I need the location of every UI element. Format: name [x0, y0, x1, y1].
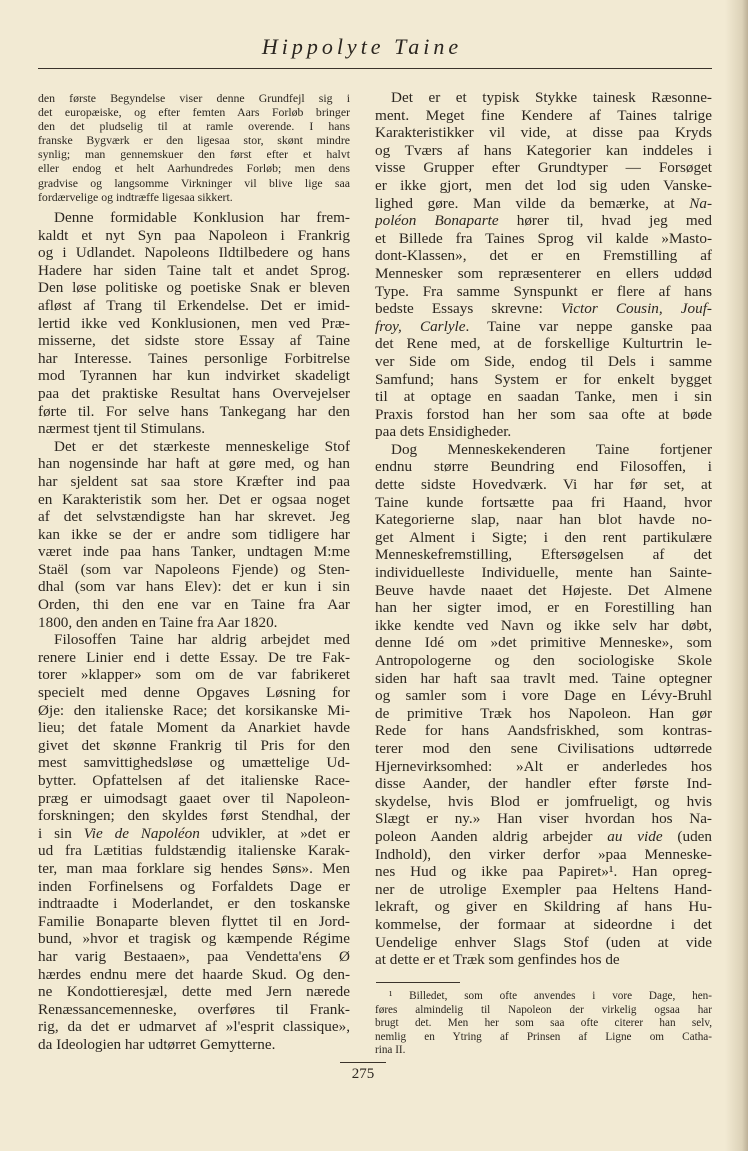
text-line: da Ideologien har udtørret Gemytterne. — [38, 1035, 276, 1053]
text-line: hærdes endnu mere det haarde Skud. Og den- — [38, 965, 350, 983]
text-line: torer »klapper» som om de var fabrikeret — [38, 666, 350, 684]
running-header-title: Hippolyte Taine — [261, 34, 463, 59]
text-line: indtraadte i Moderlandet, er den toskanske — [38, 895, 350, 913]
text-line: skydelse, hvis Blod er jomfrueligt, og hvis — [375, 792, 712, 810]
text-line: lieu; det fatale Moment da Anarkiet havde — [38, 719, 350, 737]
text-line: Filosoffen Taine har aldrig arbejdet med — [54, 631, 350, 649]
text-line: rig, da det er udmarvet af »l'esprit classique», — [38, 1018, 350, 1036]
text-line: førte til. For selve hans Tankegang har den — [38, 402, 350, 420]
text-line: Familie Bonaparte bleven flyttet til en Jord- — [38, 912, 350, 930]
text-line: forskningen; den skyldes først Stendhal, der — [38, 807, 350, 825]
text-line: og i Udlandet. Napoleons Ildtilbedere og hans — [38, 244, 350, 262]
text-line: at dette er et Træk som genfindes hos de — [375, 951, 620, 969]
text-segment: bedste Essays skrevne: — [375, 300, 561, 318]
paragraph — [375, 89, 712, 441]
text-line — [375, 212, 712, 230]
left-column-continuation — [38, 91, 350, 204]
text-line: det Rene med, at de forskellige Kulturtrin le- — [375, 335, 712, 353]
text-line: Mennesker som repræsenterer en ellers uddød — [375, 264, 712, 282]
text-line: givet det skønne Frankrig til Pris for den — [38, 736, 350, 754]
text-line: den det pludselig til at ramle overende. I hans — [38, 119, 350, 134]
text-line: af det selvstændigste han har skrevet. Jeg — [38, 508, 350, 526]
footnote-rule — [376, 982, 460, 983]
text-line — [38, 825, 350, 843]
text-line — [375, 195, 712, 213]
text-line: specielt med denne Opgaves Løsning for — [38, 684, 350, 702]
text-line: lekraft, og giver en Skildring af hans Hu- — [375, 898, 712, 916]
text-line: ner de utrolige Exempler paa Heltens Hand- — [375, 880, 712, 898]
text-line: visse Grupper efter Grundtyper — Forsøget — [375, 159, 712, 177]
text-line: nærmest tjent til Stimulans. — [38, 420, 206, 438]
text-line: har varig Bestaaen», paa Vendetta'ens Ø — [38, 947, 350, 965]
text-line: nes Hud og ikke paa Papiret»¹. Han opreg- — [375, 863, 712, 881]
text-segment: poleon Aanden aldrig arbejder — [375, 827, 608, 845]
text-line: Rede for hans Aandsfriskhed, som kontras- — [375, 722, 712, 740]
text-line: mest samvittighedsløse og umættelige Ud- — [38, 754, 350, 772]
text-line: Hadere har siden Taine talt et andet Sprog. — [38, 261, 350, 279]
text-line: Hjernevirksomhed: »Alt er anderledes hos — [375, 757, 712, 775]
text-segment: hører til, hvad jeg med — [498, 212, 712, 230]
text-line: franske Bygværk er den ligesaa stor, skønt mindre — [38, 133, 350, 148]
paragraph — [38, 209, 350, 438]
text-segment: . Taine var neppe ganske paa — [465, 317, 712, 335]
text-line: til at optage en saadan Tanke, men i sin — [375, 388, 712, 406]
text-segment: (uden — [662, 827, 712, 845]
text-line: har Interesse. Taines personlige Forbitrelse — [38, 349, 350, 367]
italic-title: au vide — [607, 827, 663, 845]
text-line: ¹ Billedet, som ofte anvendes i vore Dage, hen- — [389, 990, 712, 1002]
text-line: Antropologerne og den sociologiske Skole — [375, 652, 712, 669]
page-number: 275 — [351, 1066, 375, 1082]
text-line: Den løse politiske og poetiske Snak er bleven — [38, 279, 350, 297]
text-line: Karakteristikker vil vide, at disse paa Kryds — [375, 124, 712, 142]
text-line: Uendelige enhver Slags Stof (uden at vide — [375, 933, 712, 951]
text-line: er ikke gjort, men det lod sig uden Vanske- — [375, 176, 712, 194]
text-line: paa dets Ensidigheder. — [375, 423, 512, 441]
text-line: en Karakteristik som her. Det er ogsaa noget — [38, 490, 350, 508]
text-line — [375, 300, 712, 318]
text-line: 1800, den anden en Taine fra Aar 1820. — [38, 613, 278, 631]
text-line: ud fra Lætitias fuldstændig italienske Karak- — [38, 842, 350, 860]
text-line: Staël (som var Napoleons Fjende) og Sten- — [38, 560, 350, 578]
text-line: Det er et typisk Stykke tainesk Ræsonne- — [391, 89, 712, 106]
text-line: Renæssancemenneske, overføres til Frank- — [38, 1000, 350, 1018]
text-segment: udvikler, at »det er — [199, 824, 350, 842]
text-line: ment. Meget fine Kendere af Taines talrige — [375, 106, 712, 124]
text-line: kan ikke se der er andre som tidligere har — [38, 525, 350, 543]
text-line: lertid ikke ved Konklusionen, men ved Præ- — [38, 314, 350, 332]
text-line: har sjeldent sat saa store Kræfter ind paa — [38, 472, 350, 490]
paragraph — [375, 441, 712, 969]
right-column-body — [375, 89, 712, 969]
italic-title: froy, Carlyle — [375, 317, 466, 335]
text-line: renere Linier end i dette Essay. De tre Fak- — [38, 648, 350, 666]
text-line: et Billede fra Taines Sprog vil kalde »Masto- — [375, 229, 712, 247]
text-line: misserne, det sidste store Essay af Taine — [38, 332, 350, 350]
text-line: præg er uimodsagt gaaet over til Napoleon- — [38, 789, 350, 807]
text-line: og samler som i vore Dage en Lévy-Bruhl — [375, 687, 712, 705]
text-line: get Alment i Sigte; i den rent partikulære — [375, 528, 712, 546]
text-line: fordærvelige og indtræffe ligesaa sikkert. — [38, 189, 233, 204]
text-line: individuelleste Individuelle, mente han Sainte- — [375, 564, 712, 582]
paragraph — [38, 631, 350, 1053]
text-line: ver Side om Side, endog til Dels i samme — [375, 352, 712, 370]
text-line: været inde paa hans Tanker, undtagen M:me — [38, 543, 350, 561]
text-line — [375, 318, 712, 336]
text-line: Øje: den italienske Race; det korsikanske Mi- — [38, 701, 350, 719]
text-line: eller endog et helt Aarhundredes Forløb; men dens — [38, 161, 350, 176]
text-line: føres almindelig til Napoleon der virkelig ogsaa har — [375, 1003, 712, 1016]
header-rule — [38, 68, 712, 69]
text-line: ikke kendte ved Navn og ikke selv har døbt, — [375, 616, 712, 634]
text-segment: lighed gøre. Man vilde da bemærke, at — [375, 194, 690, 212]
text-line: den første Begyndelse viser denne Grundfejl sig i — [38, 91, 350, 105]
text-line: og Tværs af hans Kategorier kan inddeles i — [375, 141, 712, 159]
text-line: Menneskefremstilling, Eftersøgelsen af det — [375, 546, 712, 564]
text-line: rina II. — [375, 1044, 406, 1057]
text-line: de primitive Træk hos Napoleon. Han gør — [375, 704, 712, 722]
text-line: Dog Menneskekenderen Taine fortjener — [391, 440, 712, 458]
page-number-rule — [340, 1062, 386, 1063]
text-line: Type. Fra samme Synspunkt er flere af hans — [375, 282, 712, 300]
text-line: det europæiske, og efter femten Aars Forløb bringer — [38, 105, 350, 120]
text-line: inden Forfinelsens og Forfaldets Dage er — [38, 877, 350, 895]
text-line: ne Kondottieresjæl, dette med Jern nærede — [38, 983, 350, 1001]
paragraph — [38, 438, 350, 632]
text-line: Orden, thi den ene var en Taine fra Aar — [38, 596, 350, 614]
text-line: Kategorierne slap, naar han blot havde no- — [375, 511, 712, 529]
text-line: Det er det stærkeste menneskelige Stof — [54, 437, 350, 455]
italic-title: Victor Cousin, Jouf- — [560, 300, 712, 318]
italic-title: Vie de Napoléon — [83, 824, 200, 842]
italic-title: Na- — [689, 194, 712, 212]
text-line: disse Aander, der handler efter første Ind- — [375, 775, 712, 793]
text-line: mod Tyrannen har kun indvirket skadeligt — [38, 367, 350, 385]
text-line: nemlig en Ytring af Prinsen af Ligne om Catha- — [375, 1030, 712, 1043]
text-line: endnu større Beundring end Filosoffen, i — [375, 458, 712, 476]
text-line: paa det praktiske Resultat hans Overvejelser — [38, 384, 350, 402]
text-line: afløst af Trang til Erkendelse. Det er imid- — [38, 296, 350, 314]
text-line: bytter. Opfattelsen af det italienske Race- — [38, 772, 350, 789]
left-column-body — [38, 209, 350, 1054]
text-line: siden har haft saa travlt med. Taine optegner — [375, 669, 712, 687]
text-line: Slægt er ny.» Han viser hvordan hos Na- — [375, 810, 712, 828]
text-line: dette sidste Hovedværk. Vi har før set, at — [375, 476, 712, 494]
text-line: Taine kunde fortsætte paa fri Haand, hvor — [375, 493, 712, 511]
text-line: Samfund; hans System er for enkelt bygget — [375, 370, 712, 388]
text-line: Beuve havde naaet det Højeste. Det Almene — [375, 581, 712, 599]
text-line: han her sigter imod, er en Forestilling han — [375, 599, 712, 617]
text-line: terer mod den sene Civilisations udtørrede — [375, 739, 712, 757]
text-line: synlig; man gennemskuer den først efter et halvt — [38, 147, 350, 162]
text-line: dont-Klassen», det er en Fremstilling af — [375, 247, 712, 265]
text-line: kaldt et nyt Syn paa Napoleon i Frankrig — [38, 226, 350, 244]
italic-title: poléon Bonaparte — [375, 212, 499, 230]
text-line — [375, 828, 712, 846]
text-line: ter, man maa forklare sig hendes Søns». Men — [38, 859, 350, 877]
text-line: han nogensinde har haft at gøre med, og han — [38, 455, 350, 473]
text-line: dhal (som var hans Elev): det er kun i sin — [38, 578, 350, 596]
text-line: kommelse, der formaar at sideordne i det — [375, 915, 712, 933]
footnote — [375, 990, 712, 1058]
text-line: Denne formidable Konklusion har frem- — [54, 209, 350, 226]
text-line: bund, »hvor et tragisk og kæmpende Régime — [38, 930, 350, 948]
text-line: brugt det. Men her som saa ofte citerer han selv, — [375, 1017, 712, 1030]
text-line: gradvise og langsomme Virkninger vil blive lige saa — [38, 175, 350, 190]
text-segment: i sin — [38, 824, 84, 842]
text-line: Indhold), den virker derfor »paa Menneske- — [375, 845, 712, 863]
text-line: denne Idé om »det primitive Menneske», som — [375, 634, 712, 652]
text-line: Praxis forstod han her som saa ofte at bøde — [375, 405, 712, 423]
